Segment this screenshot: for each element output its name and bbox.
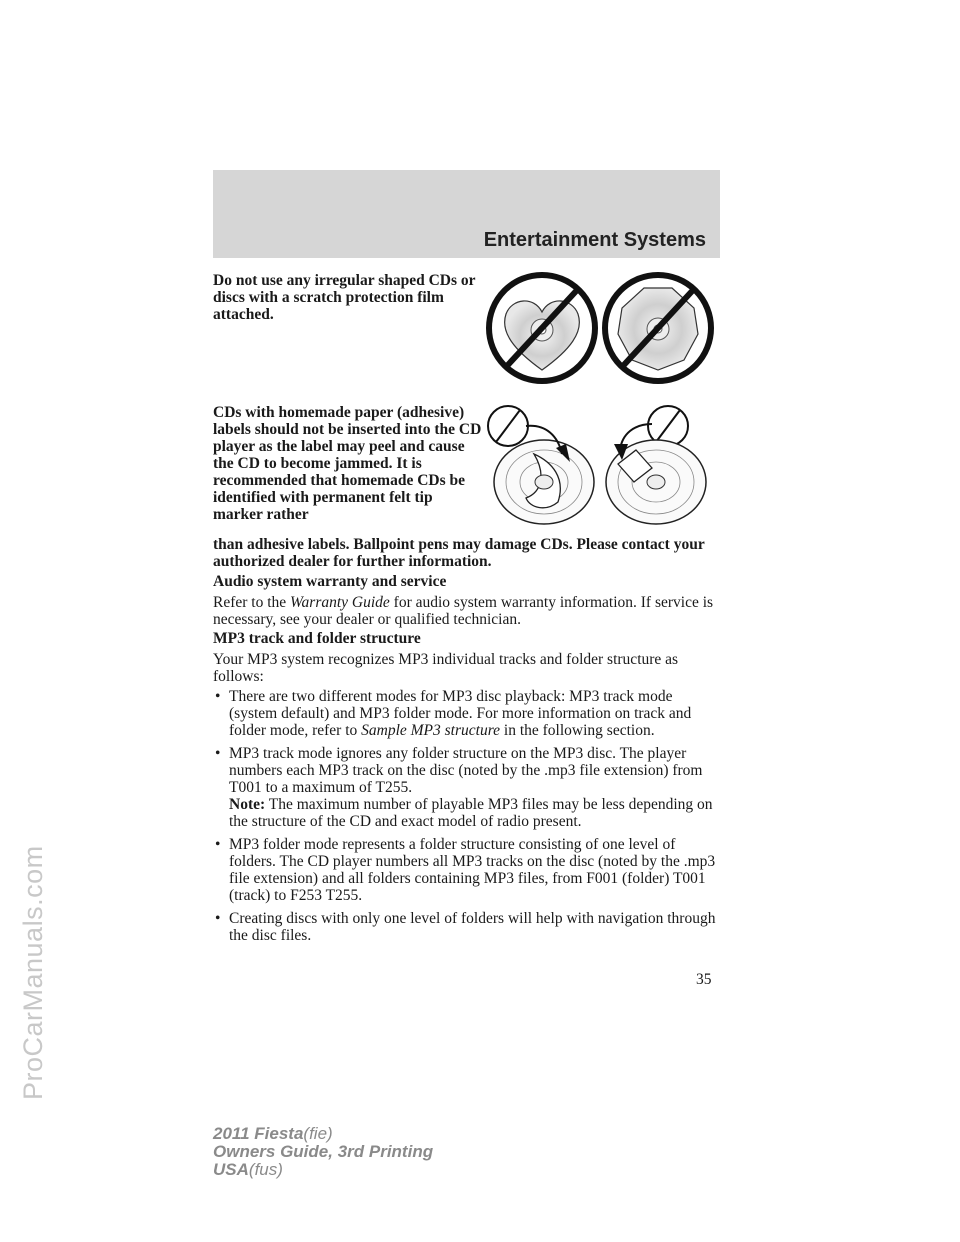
- mp3-bullet-list: [213, 688, 723, 950]
- irregular-disc-warning: Do not use any irregular shaped CDs or discs with a scratch protection film attached.: [213, 272, 476, 323]
- note: Note: The maximum number of playable MP3 files may be less depending on the structure of the CD and exact model of radio present.: [229, 796, 713, 830]
- list-item: • Creating discs with only one level of folders will help with navigation through the disc files.: [213, 910, 723, 944]
- cd-labels-illustration: [486, 402, 720, 528]
- print-footer: 2011 Fiesta(fie) Owners Guide, 3rd Printing USA(fus): [213, 1124, 434, 1179]
- warranty-paragraph: Refer to the Warranty Guide for audio system warranty information. If service is necessary, see your dealer or qualified technician.: [213, 594, 714, 628]
- section-header: [213, 170, 720, 258]
- watermark: ProCarManuals.com: [18, 845, 48, 1100]
- list-item: • MP3 folder mode represents a folder structure consisting of one level of folders. The CD player numbers all MP3 tracks on the disc (noted by the .mp3 file extension) and all folders containing MP3 files, from F001 (folder) T001 (track) to F253 T255.: [213, 836, 723, 904]
- mp3-heading: MP3 track and folder structure: [213, 630, 421, 647]
- list-item: • There are two different modes for MP3 disc playback: MP3 track mode (system default) and MP3 folder mode. For more information on track and folder mode, refer to Sample MP3 structure in the following section.: [213, 688, 723, 739]
- page-number: 35: [696, 971, 712, 988]
- sample-mp3-ref: Sample MP3 structure: [361, 722, 501, 739]
- label-warning-part2: than adhesive labels. Ballpoint pens may damage CDs. Please contact your authorized dealer for further information.: [213, 536, 705, 570]
- mp3-intro: Your MP3 system recognizes MP3 individual tracks and folder structure as follows:: [213, 651, 679, 685]
- label-warning-part1: CDs with homemade paper (adhesive) labels should not be inserted into the CD player as the label may peel and cause the CD to become jammed. It is recommended that homemade CDs be identified with permanent felt tip marker rather: [213, 404, 482, 523]
- warranty-guide-ref: Warranty Guide: [290, 594, 390, 611]
- section-title: Entertainment Systems: [483, 229, 706, 251]
- list-item: • MP3 track mode ignores any folder structure on the MP3 disc. The player numbers each MP3 track on the disc (noted by the .mp3 file extension) from T001 to a maximum of T255. Note: The maximum number of playable MP3 files may be less depending on the structure of the CD and exact model of radio present.: [213, 745, 723, 830]
- warranty-heading: Audio system warranty and service: [213, 573, 447, 590]
- irregular-discs-illustration: [484, 272, 720, 385]
